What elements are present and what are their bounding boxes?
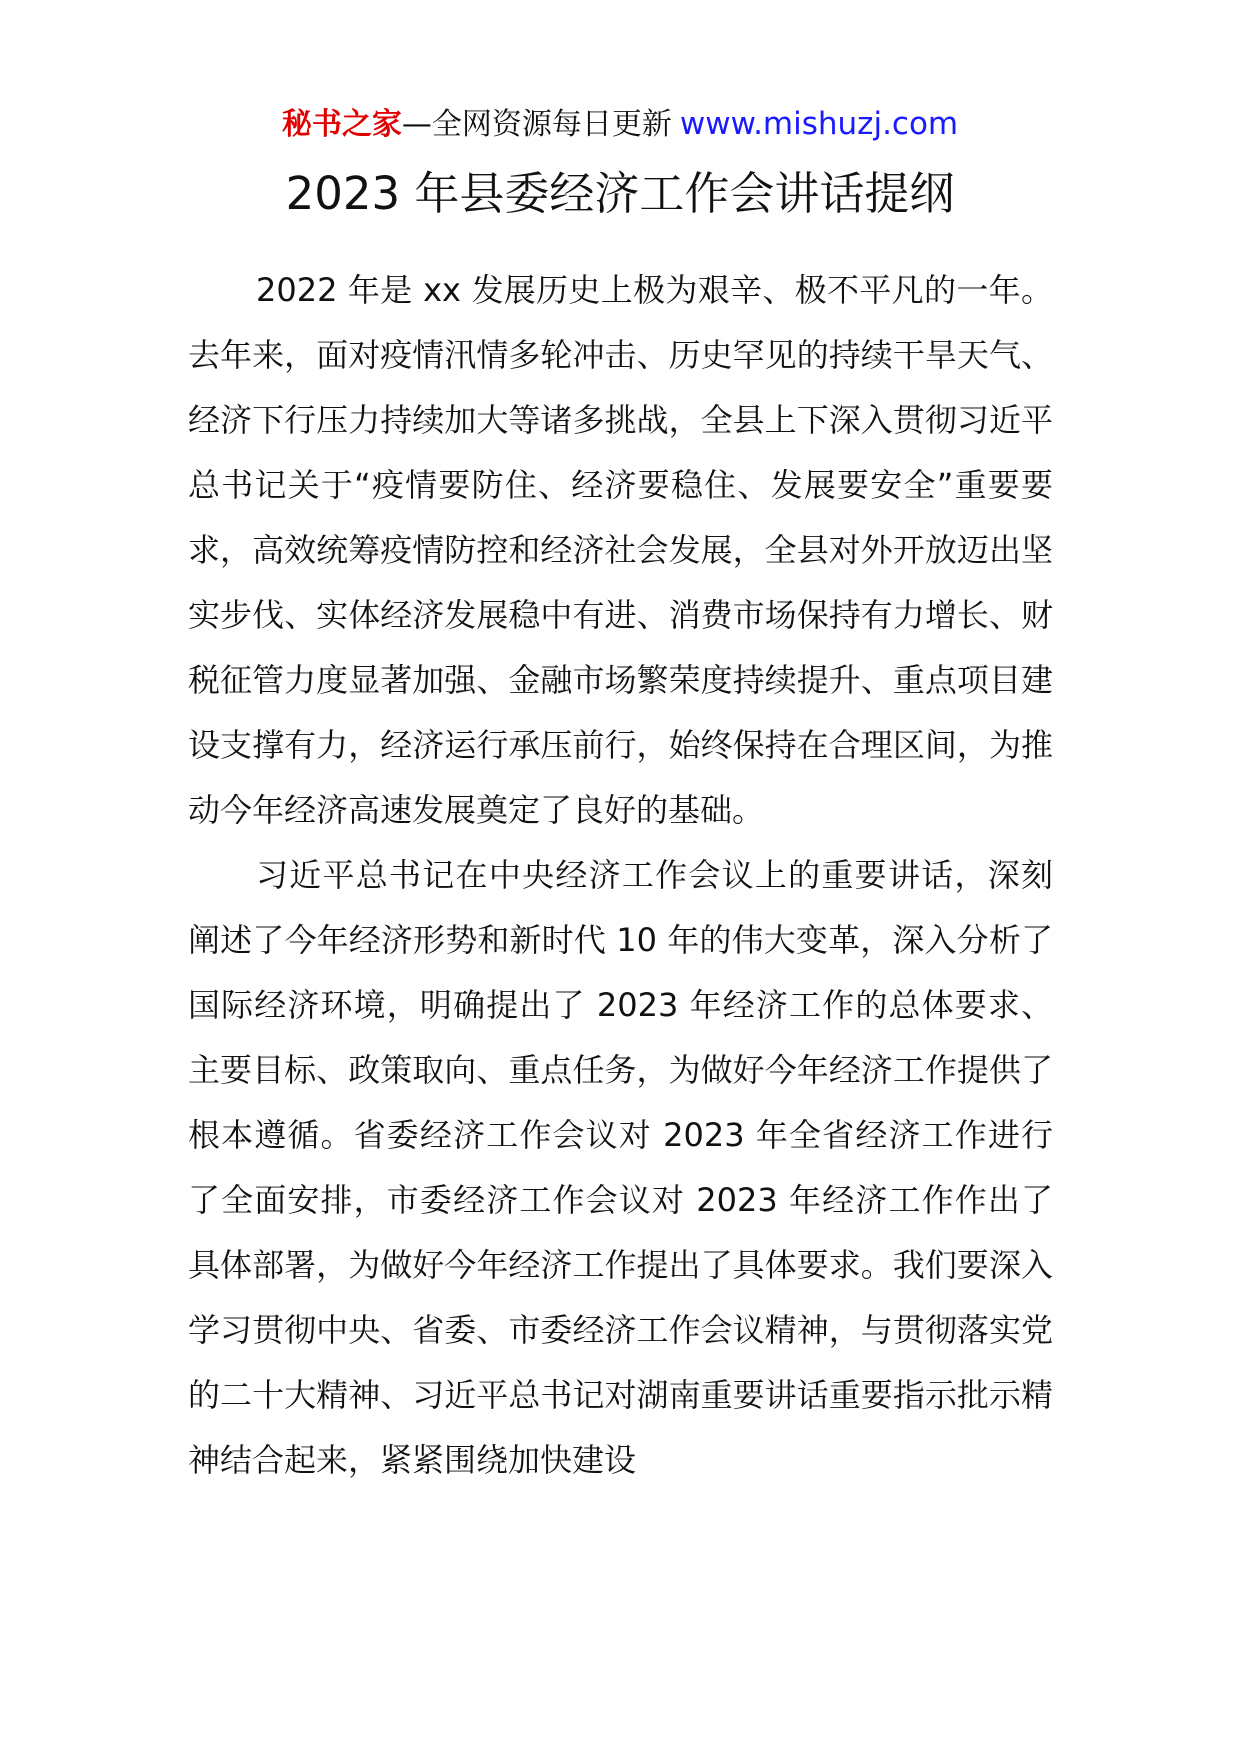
brand-name: 秘书之家 [281, 107, 402, 142]
paragraph-2: 习近平总书记在中央经济工作会议上的重要讲话，深刻阐述了今年经济形势和新时代 10 年的伟大变革，深入分析了国际经济环境，明确提出了 2023 年经济工作的总体要求、主要目标、政策取向、重点任务，为做好今年经济工作提供了根本遵循。省委经济工作会议对 2023 年全省经济工作进行了全面安排，市委经济工作会议对 2023 年经济工作作出了具体部署，为做好今年经济工作提出了具体要求。我们要深入学习贯彻中央、省委、市委经济工作会议精神，与贯彻落实党的二十大精神、习近平总书记对湖南重要讲话重要指示批示精神结合起来，紧紧围绕加快建设 [188, 856, 1053, 1479]
paragraph-1: 2022 年是 xx 发展历史上极为艰辛、极不平凡的一年。去年来，面对疫情汛情多轮冲击、历史罕见的持续干旱天气、经济下行压力持续加大等诸多挑战，全县上下深入贯彻习近平总书记关于“疫情要防住、经济要稳住、发展要安全”重要要求，高效统筹疫情防控和经济社会发展，全县对外开放迈出坚实步伐、实体经济发展稳中有进、消费市场保持有力增长、财税征管力度显著加强、金融市场繁荣度持续提升、重点项目建设支撑有力，经济运行承压前行，始终保持在合理区间，为推动今年经济高速发展奠定了良好的基础。 [188, 271, 1053, 829]
site-link[interactable]: www.mishuzj.com [679, 106, 959, 142]
document-body [188, 258, 1053, 1493]
header-tagline: —全网资源每日更新 [401, 107, 672, 142]
document-title: 2023 年县委经济工作会讲话提纲 [285, 167, 955, 220]
watermark-header [0, 104, 1240, 145]
